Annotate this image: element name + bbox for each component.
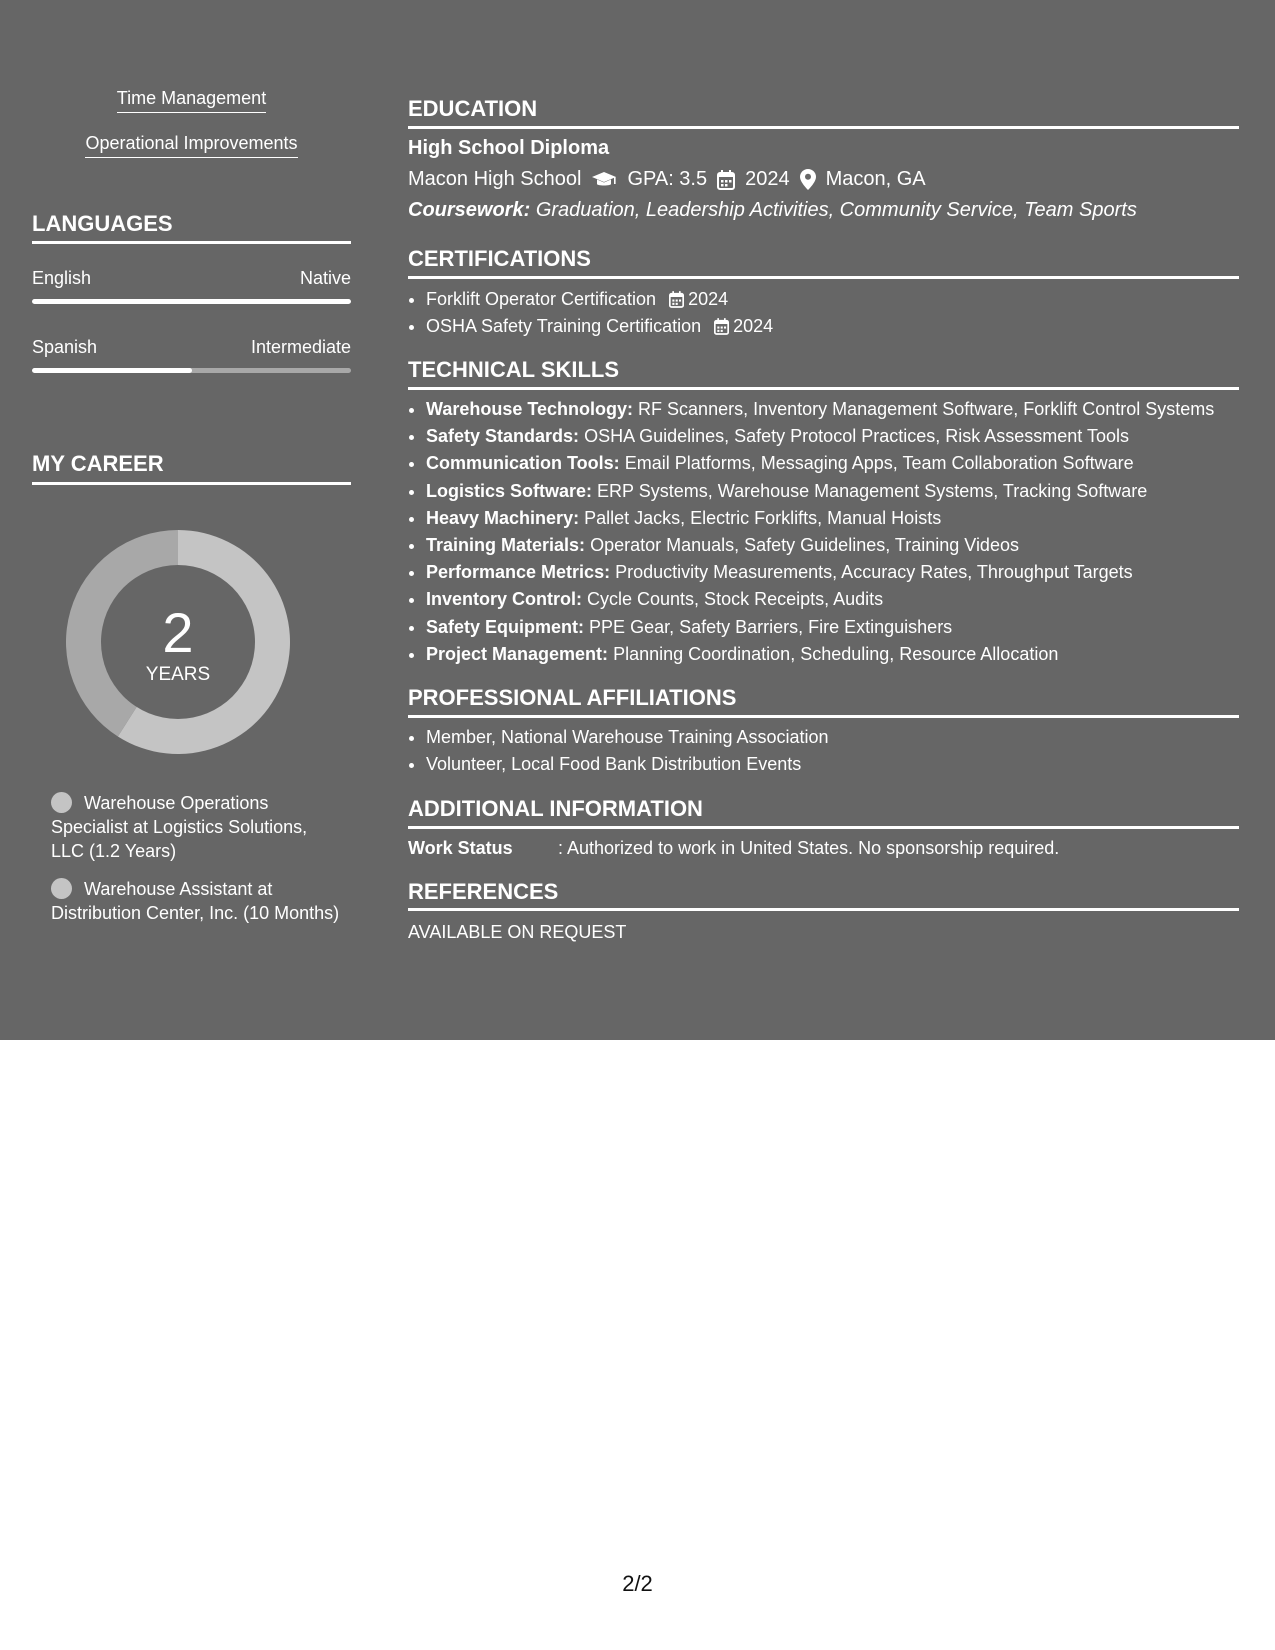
certification-year: 2024 xyxy=(688,289,729,309)
skill-values: ERP Systems, Warehouse Management Systems, Tracking Software xyxy=(597,480,1148,501)
language-name: English xyxy=(32,268,92,288)
coursework-label: Coursework: xyxy=(408,199,531,221)
language-proficiency-bar xyxy=(32,368,351,373)
references-text: AVAILABLE ON REQUEST xyxy=(408,922,627,942)
skill-category: Logistics Software: xyxy=(426,480,593,501)
education-gpa: GPA: 3.5 xyxy=(627,168,708,190)
references-divider xyxy=(408,908,1239,911)
languages-divider xyxy=(32,241,351,244)
skill-category: Heavy Machinery: xyxy=(426,507,580,528)
list-item xyxy=(426,423,1239,450)
skill-values: OSHA Guidelines, Safety Protocol Practices, Risk Assessment Tools xyxy=(584,426,1129,447)
language-name: Spanish xyxy=(32,337,98,357)
skill-values: RF Scanners, Inventory Management Software, Forklift Control Systems xyxy=(638,399,1215,419)
skill-category: Warehouse Technology: xyxy=(426,399,634,419)
career-bullet-dot xyxy=(51,878,72,899)
skill-category: Training Materials: xyxy=(426,535,586,556)
additional-info-divider xyxy=(408,826,1239,829)
technical-skills-heading: TECHNICAL SKILLS xyxy=(408,357,620,382)
skill-values: PPE Gear, Safety Barriers, Fire Extinguishers xyxy=(589,616,953,637)
map-pin-icon xyxy=(800,169,816,190)
skill-values: Cycle Counts, Stock Receipts, Audits xyxy=(587,589,884,610)
education-location: Macon, GA xyxy=(825,168,926,190)
coursework-list: Graduation, Leadership Activities, Community Service, Team Sports xyxy=(535,199,1137,221)
career-item-text: Warehouse Assistant at Distribution Center, Inc. (10 Months) xyxy=(51,879,340,923)
career-years-donut-chart xyxy=(66,530,290,754)
education-coursework xyxy=(408,199,1137,222)
list-item xyxy=(426,478,1239,505)
language-level: Native xyxy=(299,268,351,288)
certification-year: 2024 xyxy=(733,316,774,337)
skill-category: Communication Tools: xyxy=(426,453,620,474)
skill-category: Project Management: xyxy=(426,643,609,664)
work-status-value: : Authorized to work in United States. No sponsorship required. xyxy=(558,838,1060,858)
list-item xyxy=(426,586,1239,613)
skill-category: Safety Standards: xyxy=(426,426,580,447)
career-item-text: Warehouse Operations Specialist at Logistics Solutions, LLC (1.2 Years) xyxy=(51,793,308,861)
calendar-icon xyxy=(714,318,729,335)
education-heading: EDUCATION xyxy=(408,96,538,121)
skill-tag-label: Operational Improvements xyxy=(85,133,297,158)
page-number: 2/2 xyxy=(622,1571,653,1596)
career-item xyxy=(51,877,341,925)
education-school: Macon High School xyxy=(408,168,582,190)
certification-name: • OSHA Safety Training Certification xyxy=(426,316,702,337)
skill-values: Productivity Measurements, Accuracy Rates, Throughput Targets xyxy=(615,562,1133,583)
language-proficiency-bar xyxy=(32,299,351,304)
list-item xyxy=(426,559,1239,586)
certifications-list xyxy=(408,286,1239,340)
list-item xyxy=(426,532,1239,559)
graduation-cap-icon xyxy=(591,171,617,189)
skill-values: Operator Manuals, Safety Guidelines, Training Videos xyxy=(590,535,1019,556)
list-item xyxy=(426,505,1239,532)
career-divider xyxy=(32,482,351,485)
language-proficiency-fill xyxy=(32,368,192,373)
certifications-heading: CERTIFICATIONS xyxy=(408,246,591,271)
language-proficiency-fill xyxy=(32,299,351,304)
calendar-icon xyxy=(717,170,735,190)
list-item xyxy=(426,641,1239,668)
language-row-english xyxy=(32,268,351,289)
additional-info-heading: ADDITIONAL INFORMATION xyxy=(408,796,703,821)
education-year: 2024 xyxy=(745,168,790,190)
references-heading: REFERENCES xyxy=(408,879,559,904)
work-status-row xyxy=(408,838,1059,859)
skill-values: Planning Coordination, Scheduling, Resource Allocation xyxy=(613,643,1059,664)
career-years-value: 2 xyxy=(162,601,194,664)
career-item xyxy=(51,791,341,863)
skill-tag-label: Time Management xyxy=(117,88,266,113)
certification-entry xyxy=(426,286,1239,313)
career-heading: MY CAREER xyxy=(32,451,164,476)
skill-category: Performance Metrics: xyxy=(426,562,611,583)
list-item: • Volunteer, Local Food Bank Distribution Events xyxy=(426,751,1239,778)
language-level: Intermediate xyxy=(250,337,351,357)
technical-skills-divider xyxy=(408,387,1239,390)
affiliations-list xyxy=(408,724,1239,778)
education-divider xyxy=(408,126,1239,129)
skill-values: Pallet Jacks, Electric Forklifts, Manual Hoists xyxy=(584,507,942,528)
certifications-divider xyxy=(408,276,1239,279)
skill-category: Safety Equipment: xyxy=(426,616,585,637)
calendar-icon xyxy=(669,291,684,308)
list-item xyxy=(426,313,1239,340)
languages-heading: LANGUAGES xyxy=(32,211,173,236)
skill-category: Inventory Control: xyxy=(426,589,582,610)
technical-skills-list xyxy=(408,396,1239,668)
certification-entry xyxy=(426,313,1239,340)
education-meta xyxy=(408,168,926,191)
skill-tag-time-management xyxy=(32,88,351,113)
list-item xyxy=(426,614,1239,641)
work-status-label: Work Status xyxy=(408,838,513,858)
affiliations-divider xyxy=(408,715,1239,718)
skill-tag-operational-improvements xyxy=(32,133,351,158)
affiliations-heading: PROFESSIONAL AFFILIATIONS xyxy=(408,685,737,710)
list-item xyxy=(426,396,1239,423)
career-years-label: YEARS xyxy=(145,664,211,685)
certification-name: • Forklift Operator Certification xyxy=(426,289,657,309)
language-row-spanish xyxy=(32,337,351,358)
education-degree: High School Diploma xyxy=(408,137,610,159)
list-item xyxy=(426,450,1239,477)
list-item: • Member, National Warehouse Training Association xyxy=(426,724,1239,751)
list-item xyxy=(426,286,1239,313)
skill-values: Email Platforms, Messaging Apps, Team Collaboration Software xyxy=(624,453,1134,474)
career-bullet-dot xyxy=(51,792,72,813)
